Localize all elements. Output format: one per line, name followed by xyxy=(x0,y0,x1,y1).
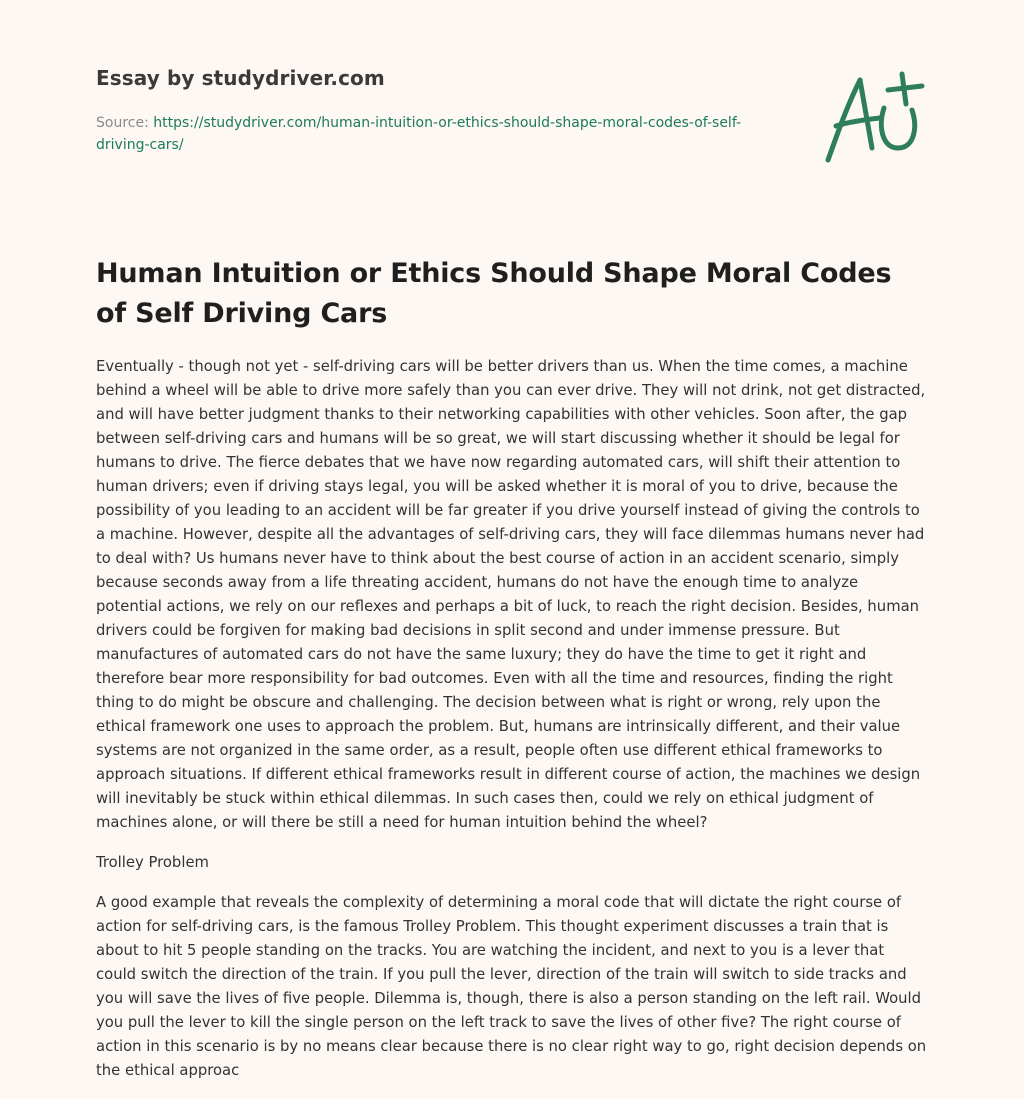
essay-page xyxy=(96,0,928,1079)
site-brand: Essay by studydriver.com xyxy=(96,66,385,90)
source-link[interactable]: https://studydriver.com/human-intuition-or-ethics-should-shape-moral-codes-of-self-driving-cars/ xyxy=(96,115,742,153)
essay-title: Human Intuition or Ethics Should Shape Moral Codes of Self Driving Cars xyxy=(96,258,892,329)
a-plus-logo xyxy=(822,68,926,164)
source-line xyxy=(96,112,776,156)
source-label: Source: xyxy=(96,115,149,131)
page-header xyxy=(96,0,928,200)
essay-paragraph: A good example that reveals the complexity of determining a moral code that will dictate the right course of action for self-driving cars, is the famous Trolley Problem. This thought experiment discusses a train that is about to hit 5 people standing on the tracks. You are watching the incident, and next to you is a lever that could switch the direction of the train. If you pull the lever, direction of the train will switch to side tracks and you will save the lives of five people. Dilemma is, though, there is also a person standing on the left rail. Would you pull the lever to kill the single person on the left track to save the lives of other five? The right course of action in this scenario is by no means clear because there is no clear right way to go, right decision depends on the ethical approac xyxy=(96,894,927,1079)
section-heading: Trolley Problem xyxy=(96,854,209,871)
essay-paragraph: Eventually - though not yet - self-driving cars will be better drivers than us. When the time comes, a machine behind a wheel will be able to drive more safely than you can ever drive. They will not drink, not get distracted, and will have better judgment thanks to their networking capabilities with other vehicles. Soon after, the gap between self-driving cars and humans will be so great, we will start discussing whether it should be legal for humans to drive. The fierce debates that we have now regarding automated cars, will shift their attention to human drivers; even if driving stays legal, you will be asked whether it is moral of you to drive, because the possibility of you leading to an accident will be far greater if you drive yourself instead of giving the controls to a machine. However, despite all the advantages of self-driving cars, they will face dilemmas humans never had to deal with? Us humans never have to think about the best course of action in an accident scenario, simply because seconds away from a life threating accident, humans do not have the enough time to analyze potential actions, we rely on our reflexes and perhaps a bit of luck, to reach the right decision. Besides, human drivers could be forgiven for making bad decisions in split second and under immense pressure. But manufactures of automated cars do not have the same luxury; they do have the time to get it right and therefore bear more responsibility for bad outcomes. Even with all the time and resources, finding the right thing to do might be obscure and challenging. The decision between what is right or wrong, rely upon the ethical framework one uses to approach the problem. But, humans are intrinsically different, and their value systems are not organized in the same order, as a result, people often use different ethical frameworks to approach situations. If different ethical frameworks result in different course of action, the machines we design will inevitably be stuck within ethical dilemmas. In such cases then, could we rely on ethical judgment of machines alone, or will there be still a need for human intuition behind the wheel? xyxy=(96,358,926,831)
a-plus-logo-icon xyxy=(822,68,926,164)
essay-body xyxy=(96,355,928,1099)
